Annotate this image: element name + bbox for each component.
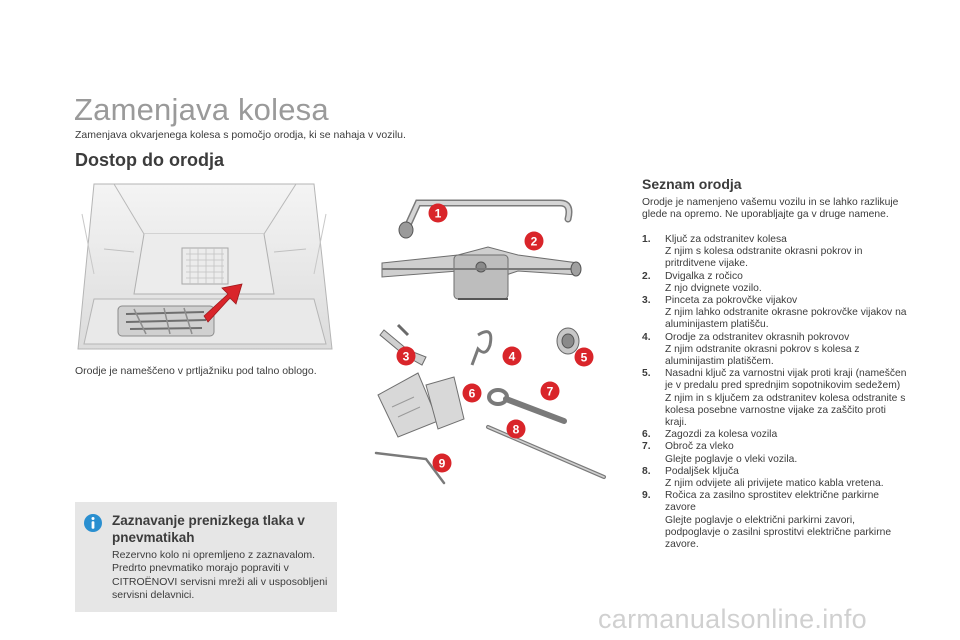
tool-desc: Z njim s kolesa odstranite okrasni pokrov in pritrditvene vijake. — [665, 246, 863, 270]
callout-1 — [429, 204, 448, 223]
callout-6 — [463, 384, 482, 403]
tool-name: Dvigalka z ročico — [665, 270, 743, 282]
tool-desc: Z njim odstranite okrasni pokrov s kolesa z aluminijastim platiščem. — [665, 343, 860, 368]
svg-text:6: 6 — [468, 386, 476, 401]
trunk-caption: Orodje je nameščeno v prtljažniku pod talno oblogo. — [75, 365, 317, 377]
page-subtitle: Zamenjava okvarjenega kolesa s pomočjo orodja, ki se nahaja v vozilu. — [75, 129, 406, 141]
info-title: Zaznavanje prenizkega tlaka v pnevmatikah — [112, 513, 305, 545]
tool-name: Nasadni ključ za varnostni vijak proti kraji (nameščen je v predalu pred sprednjim sopotnikovim sedežem) — [665, 368, 907, 392]
list-item: 4. Orodje za odstranitev okrasnih pokrovov Z njim odstranite okrasni pokrov s kolesa z aluminijastim platiščem. — [642, 332, 910, 369]
tools-illustration — [368, 185, 620, 490]
tool-name: Podaljšek ključa — [665, 465, 739, 477]
tools-list — [642, 234, 910, 551]
callout-7 — [541, 382, 560, 401]
list-item: 5. Nasadni ključ za varnostni vijak proti kraji (nameščen je v predalu pred sprednjim sopotnikovim sedežem) Z njim in s ključem za odstranitev kolesa odstranite s kolesa posebne varnostne vijake za zaščito proti kraji. — [642, 368, 910, 429]
list-item: 1. Ključ za odstranitev kolesa Z njim s kolesa odstranite okrasni pokrov in pritrditvene vijake. — [642, 234, 910, 271]
hubcap-removal-tool — [472, 332, 491, 365]
svg-text:8: 8 — [512, 422, 520, 437]
svg-text:3: 3 — [402, 349, 410, 364]
tool-name: Orodje za odstranitev okrasnih pokrovov — [665, 331, 850, 343]
svg-text:5: 5 — [580, 350, 588, 365]
tool-desc: Glejte poglavje o električni parkirni zavori, podpoglavje o zasilni sprostitvi električne parkirne zavore. — [665, 514, 892, 551]
callout-8 — [507, 420, 526, 439]
svg-text:7: 7 — [546, 384, 554, 399]
parking-brake-release-lever — [376, 453, 444, 483]
page-title: Zamenjava kolesa — [74, 92, 329, 127]
tool-desc: Z njim lahko odstranite okrasne pokrovčke vijakov na aluminijastem platišču. — [665, 307, 907, 331]
tools-list-title: Seznam orodja — [642, 176, 742, 192]
list-item: 6. Zagozdi za kolesa vozila — [642, 429, 910, 441]
wheel-chocks — [378, 373, 464, 437]
callout-5 — [575, 348, 594, 367]
tool-name: Pinceta za pokrovčke vijakov — [665, 295, 798, 307]
list-item: 7. Obroč za vleko Glejte poglavje o vleki vozila. — [642, 441, 910, 465]
list-item: 8. Podaljšek ključa Z njim odvijete ali privijete matico kabla vretena. — [642, 466, 910, 490]
callout-9 — [433, 454, 452, 473]
trunk-illustration — [74, 174, 336, 354]
tool-desc: Z njim odvijete ali privijete matico kabla vretena. — [665, 478, 884, 490]
svg-text:2: 2 — [530, 234, 538, 249]
section-title-access: Dostop do orodja — [75, 150, 224, 170]
tool-name: Obroč za vleko — [665, 441, 734, 453]
tool-name: Zagozdi za kolesa vozila — [665, 429, 778, 441]
callout-4 — [503, 347, 522, 366]
anti-theft-socket — [557, 328, 579, 354]
tools-list-intro: Orodje je namenjeno vašemu vozilu in se lahko razlikuje glede na opremo. Ne uporabljajte ga v druge namene. — [642, 197, 899, 221]
info-text: Rezervno kolo ni opremljeno z zaznavalom. Predrto pnevmatiko morajo popraviti v CITROËNOVI servisni mreži ali v usposobljeni servisni delavnici. — [112, 549, 328, 602]
list-item: 9. Ročica za zasilno sprostitev električne parkirne zavore Glejte poglavje o električni parkirni zavori, podpoglavje o zasilni sprostitvi električne parkirne zavore. — [642, 490, 910, 551]
list-item: 2. Dvigalka z ročico Z njo dvignete vozilo. — [642, 271, 910, 295]
wheel-wrench — [399, 203, 569, 238]
tool-desc: Glejte poglavje o vleki vozila. — [665, 453, 798, 465]
tool-name: Ključ za odstranitev kolesa — [665, 234, 787, 245]
tool-name: Ročica za zasilno sprostitev električne parkirne zavore — [665, 490, 880, 514]
watermark: carmanualsonline.info — [598, 604, 867, 634]
list-item: 3. Pinceta za pokrovčke vijakov Z njim lahko odstranite okrasne pokrovčke vijakov na aluminijastem platišču. — [642, 295, 910, 332]
svg-text:1: 1 — [434, 206, 442, 221]
scissor-jack — [382, 247, 581, 299]
callout-2 — [525, 232, 544, 251]
svg-text:4: 4 — [508, 349, 516, 364]
tool-desc: Z njo dvignete vozilo. — [665, 282, 762, 294]
tool-desc: Z njim in s ključem za odstranitev kolesa odstranite s kolesa posebne varnostne vijake za zaščito proti kraji. — [665, 392, 906, 429]
wrench-extension — [488, 427, 604, 477]
info-icon — [83, 513, 103, 533]
callout-3 — [397, 347, 416, 366]
tire-pressure-info-box — [75, 502, 337, 612]
svg-text:9: 9 — [438, 456, 446, 471]
